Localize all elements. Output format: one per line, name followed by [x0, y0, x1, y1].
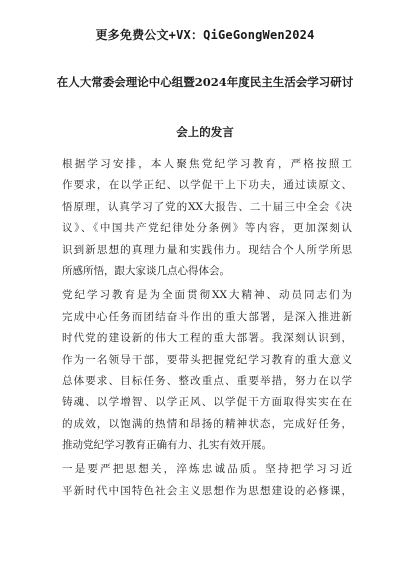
text-line: 平新时代中国特色社会主义思想作为思想建设的必修课，	[62, 484, 352, 497]
text-line: 悟原理，认真学习了党的XX大报告、二十届三中全会《决	[62, 200, 352, 213]
text-line: 一是要严把思想关，淬炼忠诚品质。坚持把学习习近	[62, 463, 352, 476]
text-line: 所感所悟，跟大家谈几点心得体会。	[62, 264, 230, 277]
text-line: 党纪学习教育是为全面贯彻XX大精神、动员同志们为	[62, 289, 352, 302]
text-line: 完成中心任务而团结奋斗作出的重大部署，是深入推进新	[62, 310, 352, 323]
document-subtitle: 会上的发言	[176, 125, 234, 139]
paragraph-3	[62, 459, 352, 502]
paragraph-1	[62, 154, 352, 282]
document-title: 在人大常委会理论中心组暨2024年度民主生活会学习研讨	[56, 75, 354, 89]
text-line: 推动党纪学习教育正确有力、扎实有效开展。	[62, 439, 272, 452]
document-body	[62, 154, 352, 502]
text-line: 作为一名领导干部，要带头把握党纪学习教育的重大意义	[62, 353, 352, 366]
promo-banner: 更多免费公文+VX：QiGeGongWen2024	[95, 28, 315, 42]
paragraph-2	[62, 285, 352, 456]
text-line: 根据学习安排，本人聚焦党纪学习教育，严格按照工	[62, 158, 352, 170]
text-line: 识到新思想的真理力量和实践伟力。现结合个人所学所思	[62, 243, 352, 256]
text-line: 议》、《中国共产党纪律处分条例》等内容，更加深刻认	[62, 222, 352, 235]
text-line: 作要求，在以学正纪、以学促干上下功夫，通过读原文、	[62, 179, 352, 192]
text-line: 的成效，以饱满的热情和昂扬的精神状态，完成好任务，	[62, 417, 352, 430]
text-line: 总体要求、目标任务、整改重点、重要举措，努力在以学	[62, 374, 352, 387]
text-line: 铸魂、以学增智、以学正风、以学促干方面取得实实在在	[62, 396, 352, 409]
text-line: 时代党的建设新的伟大工程的重大部署。我深刻认识到，	[62, 332, 352, 345]
